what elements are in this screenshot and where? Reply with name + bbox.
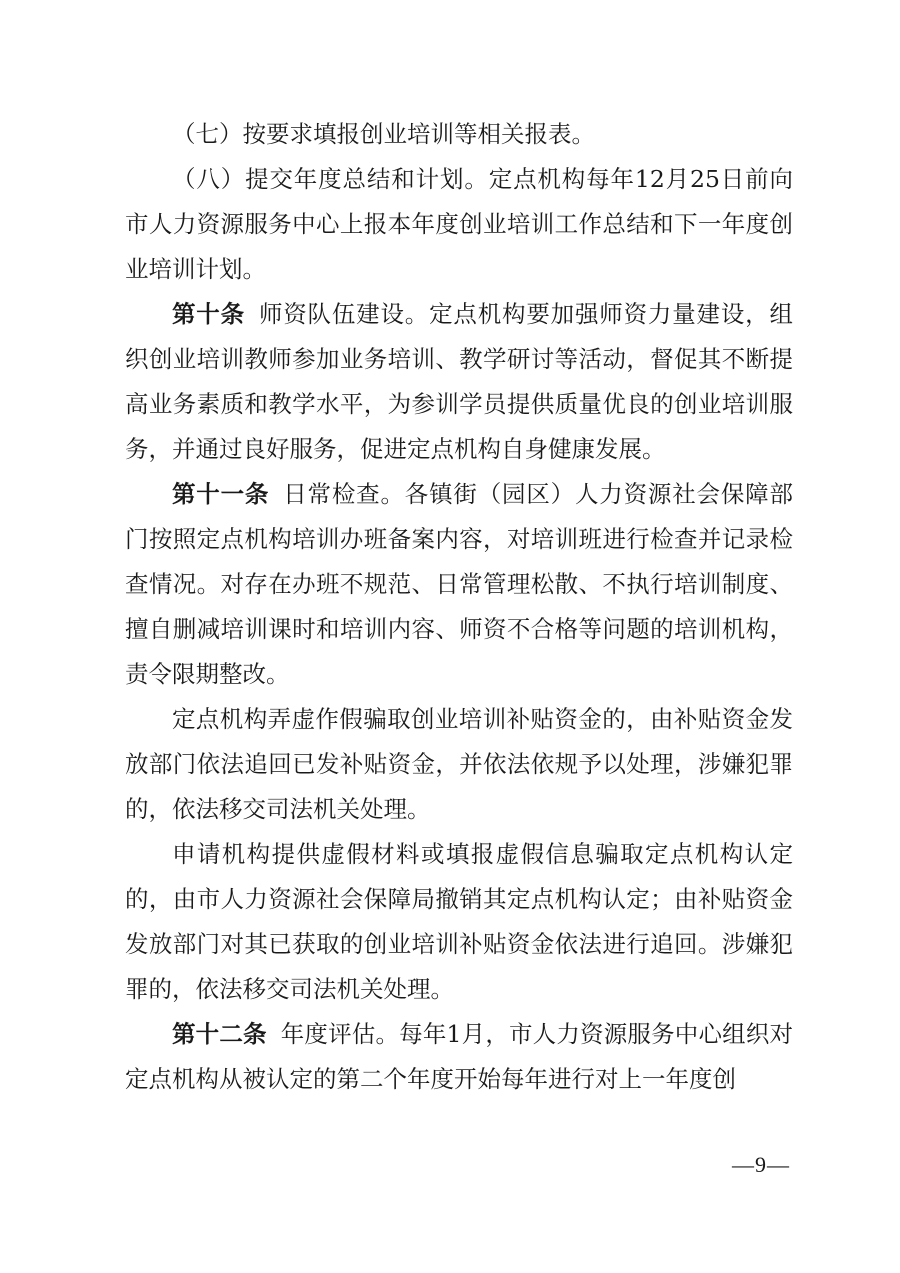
paragraph-article-11: [125, 472, 793, 697]
paragraph-article-11-fraud: [125, 697, 793, 832]
paragraph-text: 年度评估。每年1月，市人力资源服务中心组织对定点机构从被认定的第二个年度开始每年进行对上一年度创: [125, 1020, 794, 1093]
paragraph-article-11-false-info: [125, 832, 793, 1012]
paragraph-text: （八）提交年度总结和计划。定点机构每年12月25日前向市人力资源服务中心上报本年度创业培训工作总结和下一年度创业培训计划。: [125, 165, 793, 283]
article-number: 第十二条: [172, 1020, 267, 1048]
paragraph-item-8: [125, 157, 793, 292]
paragraph-article-12: [125, 1012, 793, 1102]
paragraph-text: 日常检查。各镇街（园区）人力资源社会保障部门按照定点机构培训办班备案内容，对培训班进行检查并记录检查情况。对存在办班不规范、日常管理松散、不执行培训制度、擅自删减培训课时和培训内容、师资不合格等问题的培训机构，责令限期整改。: [125, 480, 793, 688]
paragraph-text: 申请机构提供虚假材料或填报虚假信息骗取定点机构认定的，由市人力资源社会保障局撤销其定点机构认定；由补贴资金发放部门对其已获取的创业培训补贴资金依法进行追回。涉嫌犯罪的，依法移交司法机关处理。: [125, 840, 793, 1003]
paragraph-text: 定点机构弄虚作假骗取创业培训补贴资金的，由补贴资金发放部门依法追回已发补贴资金，并依法依规予以处理，涉嫌犯罪的，依法移交司法机关处理。: [125, 705, 793, 823]
article-number: 第十条: [172, 300, 245, 328]
article-number: 第十一条: [172, 480, 270, 508]
document-body: [125, 112, 793, 1102]
paragraph-text: 师资队伍建设。定点机构要加强师资力量建设，组织创业培训教师参加业务培训、教学研讨等活动，督促其不断提高业务素质和教学水平，为参训学员提供质量优良的创业培训服务，并通过良好服务，促进定点机构自身健康发展。: [125, 300, 793, 463]
page-number: —9—: [732, 1152, 790, 1177]
paragraph-text: （七）按要求填报创业培训等相关报表。: [172, 120, 595, 148]
paragraph-article-10: [125, 292, 793, 472]
paragraph-item-7: [125, 112, 793, 157]
